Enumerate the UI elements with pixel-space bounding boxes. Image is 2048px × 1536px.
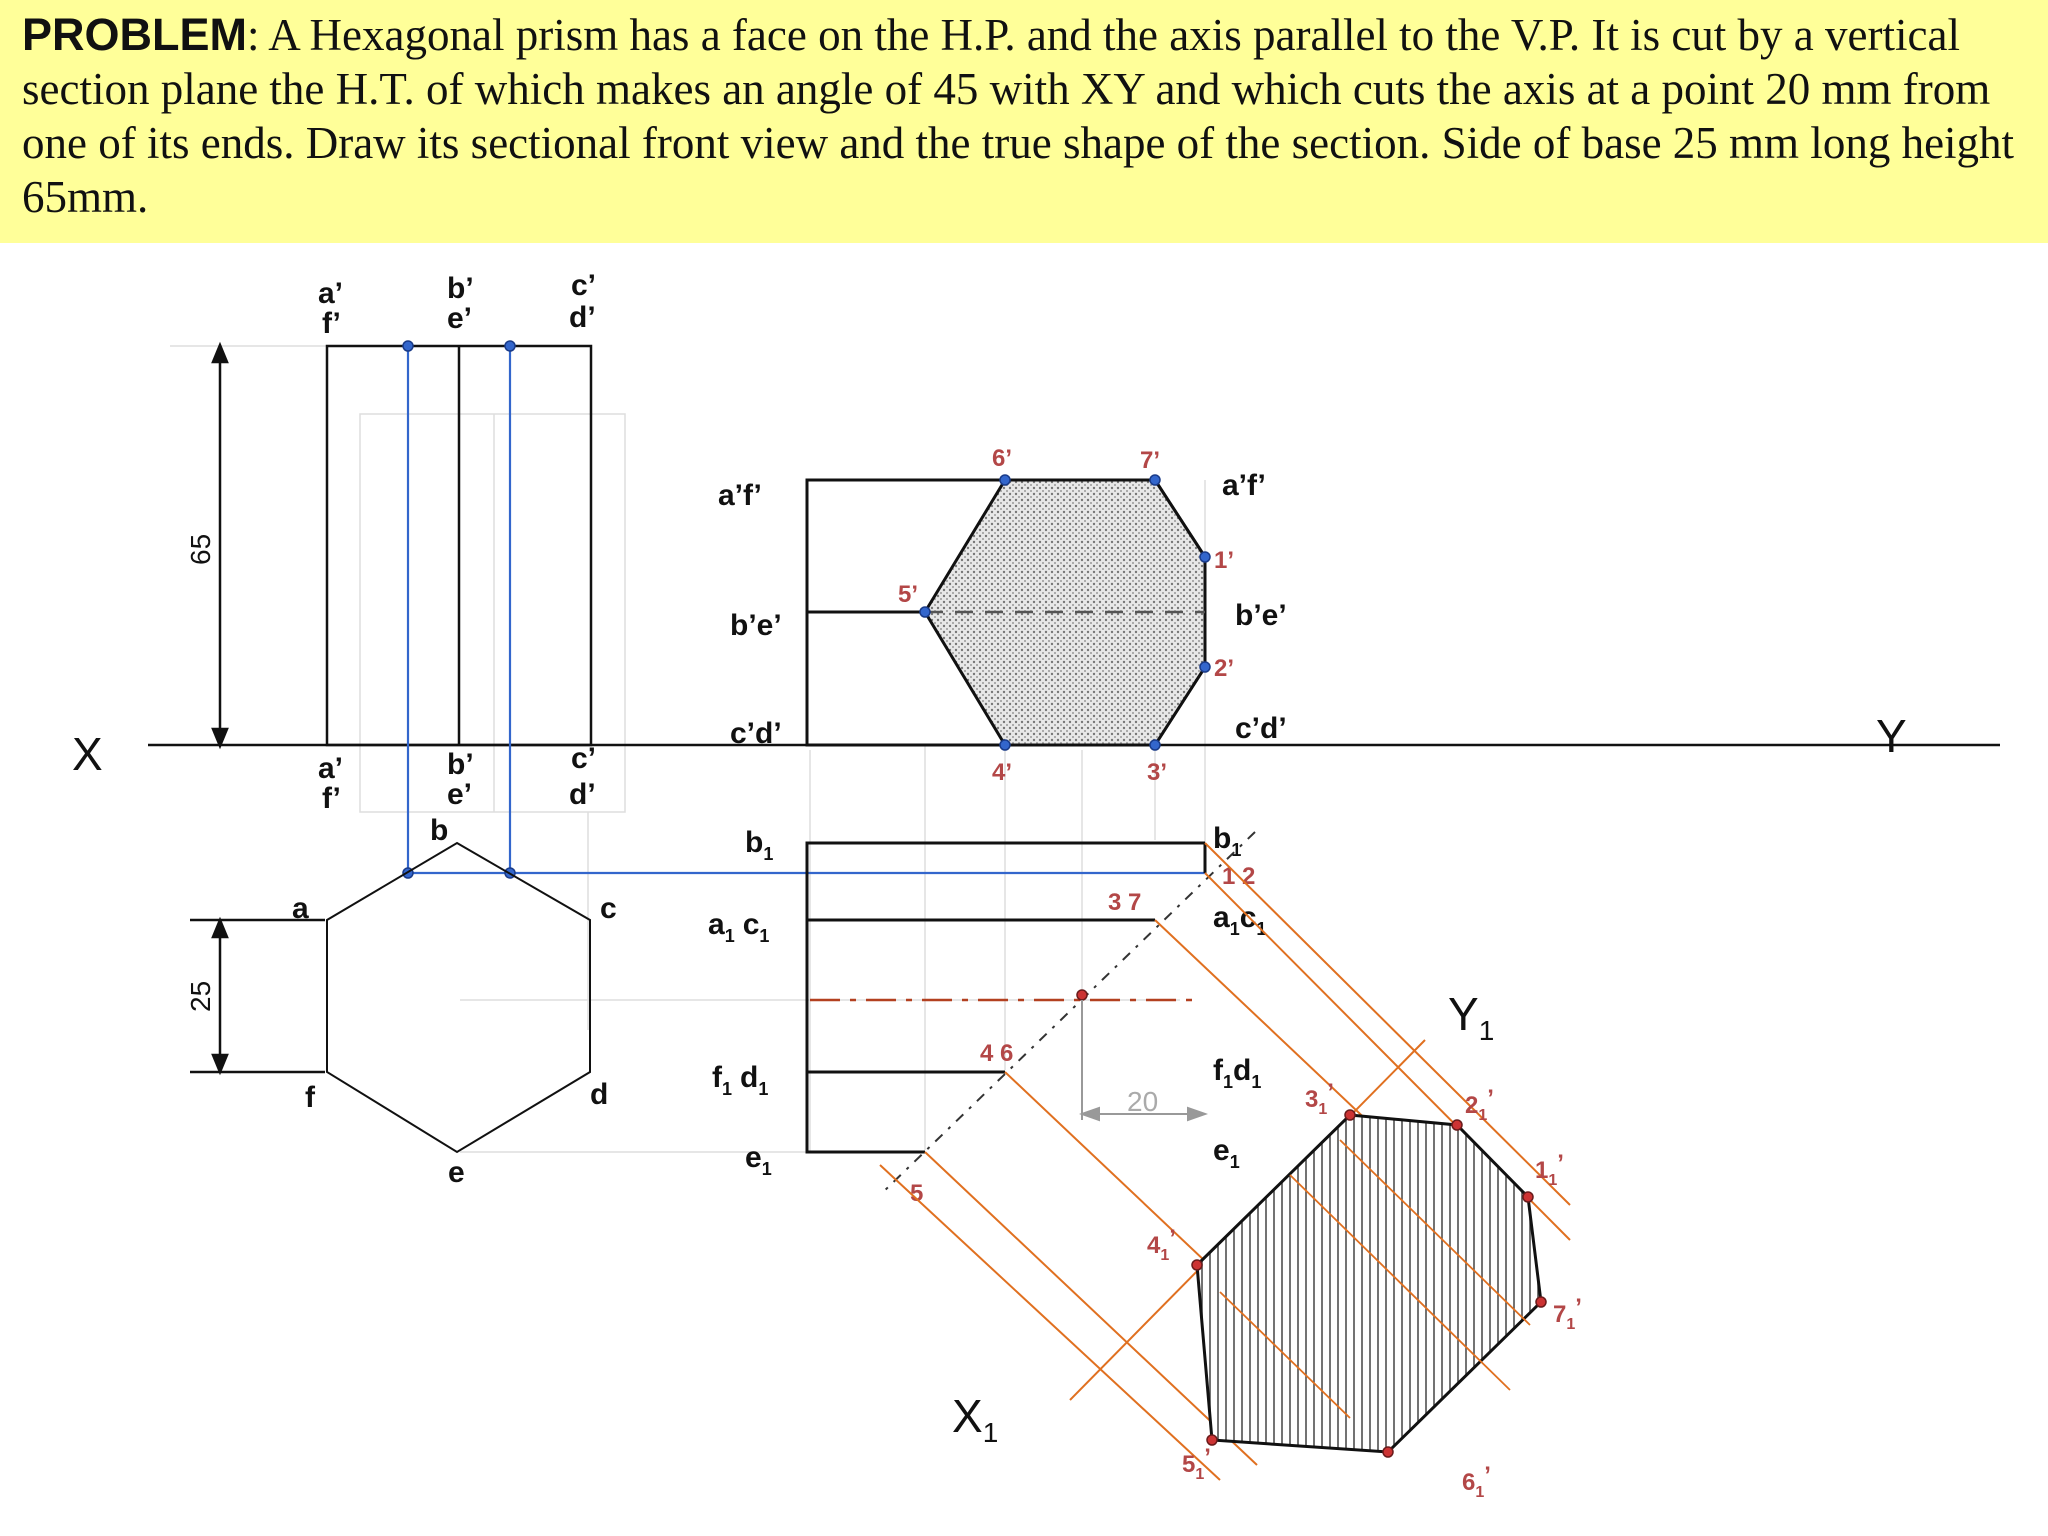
aux-label-e1: $e_1$ [745, 1141, 772, 1179]
aux-label-fd1-right: $f_1d_1$ [1213, 1054, 1262, 1092]
sf-point-4: 4’ [992, 759, 1013, 786]
tv-label-d: d [590, 1078, 609, 1111]
true-shape-section [1197, 1115, 1541, 1452]
aux-label-b1-right: $b_1$ [1213, 822, 1242, 860]
fv-label-e-bot: e’ [447, 778, 473, 811]
aux-label-e1-right: $e_1$ [1213, 1134, 1240, 1172]
tv-label-b: b [430, 814, 449, 847]
tv-label-f: f [305, 1081, 315, 1114]
tv-label-a: a [292, 892, 309, 925]
ts-point-5: $5_1$’ [1182, 1444, 1211, 1483]
sf-point-2: 2’ [1214, 655, 1235, 682]
sf-label-cd-left: c’d’ [730, 717, 782, 750]
axis-cut-point [1077, 990, 1087, 1000]
sf-point-6: 6’ [992, 445, 1013, 472]
sf-label-af-right: a’f’ [1222, 469, 1266, 502]
aux-point-12: 1 2 [1222, 863, 1256, 890]
height-value: 65 [185, 533, 216, 565]
y-label: Y [1876, 710, 1907, 762]
fv-label-d-bot: d’ [569, 778, 596, 811]
sf-label-af-left: a’f’ [718, 479, 762, 512]
ts-point-2: $2_1$’ [1465, 1085, 1494, 1124]
sf-label-cd-right: c’d’ [1235, 712, 1287, 745]
ts-point-3: $3_1$’ [1305, 1079, 1334, 1118]
sf-point-5: 5’ [898, 581, 919, 608]
fv-label-c-top: c’ [571, 269, 597, 302]
sf-point-1: 1’ [1214, 547, 1235, 574]
ts-point-6: $6_1$’ [1462, 1462, 1491, 1501]
ts-point-4: $4_1$’ [1147, 1225, 1176, 1264]
sf-label-be-left: b’e’ [730, 609, 782, 642]
sf-point-3: 3’ [1147, 759, 1168, 786]
ts-point-1: $1_1$’ [1535, 1150, 1564, 1189]
sf-label-be-right: b’e’ [1235, 599, 1287, 632]
aux-label-ac1-right: $a_1c_1$ [1213, 901, 1267, 939]
fv-label-b-top: b’ [447, 272, 474, 305]
problem-text: : A Hexagonal prism has a face on the H.P. and the axis parallel to the V.P. It is cut by a vertical section plane the H.T. of which makes an angle of 45 with XY and which cuts the axis at a point 20 mm from one of its ends. Draw its sectional front view and the true shape of the section. Side of base 25 mm long height 65mm. [22, 10, 2015, 222]
aux-point-5: 5 [910, 1180, 924, 1207]
tv-label-c: c [600, 892, 617, 925]
section-plane-ht [880, 832, 1255, 1195]
aux-point-46: 4 6 [980, 1040, 1014, 1067]
fv-label-b-bot: b’ [447, 748, 474, 781]
sf-point-7: 7’ [1140, 447, 1161, 474]
fv-label-f-bot: f’ [322, 782, 341, 815]
aux-label-b1: $b_1$ [745, 826, 774, 864]
tv-label-e: e [448, 1156, 465, 1189]
fv-label-a-bot: a’ [318, 752, 344, 785]
top-view-hexagon [327, 843, 590, 1152]
x1-label: $X_1$ [952, 1390, 999, 1448]
construction-lines [170, 346, 1205, 1152]
side-value: 25 [185, 980, 216, 1012]
fv-label-c-bot: c’ [571, 742, 597, 775]
fv-label-f-top: f’ [322, 307, 341, 340]
aux-point-37: 3 7 [1108, 889, 1142, 916]
problem-lead: PROBLEM [22, 9, 247, 60]
ts-point-7: $7_1$’ [1553, 1294, 1582, 1333]
fv-label-d-top: d’ [569, 301, 596, 334]
x-label: X [72, 728, 103, 780]
fv-label-a-top: a’ [318, 277, 344, 310]
aux-label-fd1: $f_1$ $d_1$ [712, 1061, 769, 1099]
offset-value: 20 [1127, 1086, 1159, 1117]
fv-label-e-top: e’ [447, 302, 473, 335]
front-view [327, 346, 591, 745]
aux-label-ac1: $a_1$ $c_1$ [708, 908, 770, 946]
y1-label: $Y_1$ [1448, 988, 1495, 1046]
